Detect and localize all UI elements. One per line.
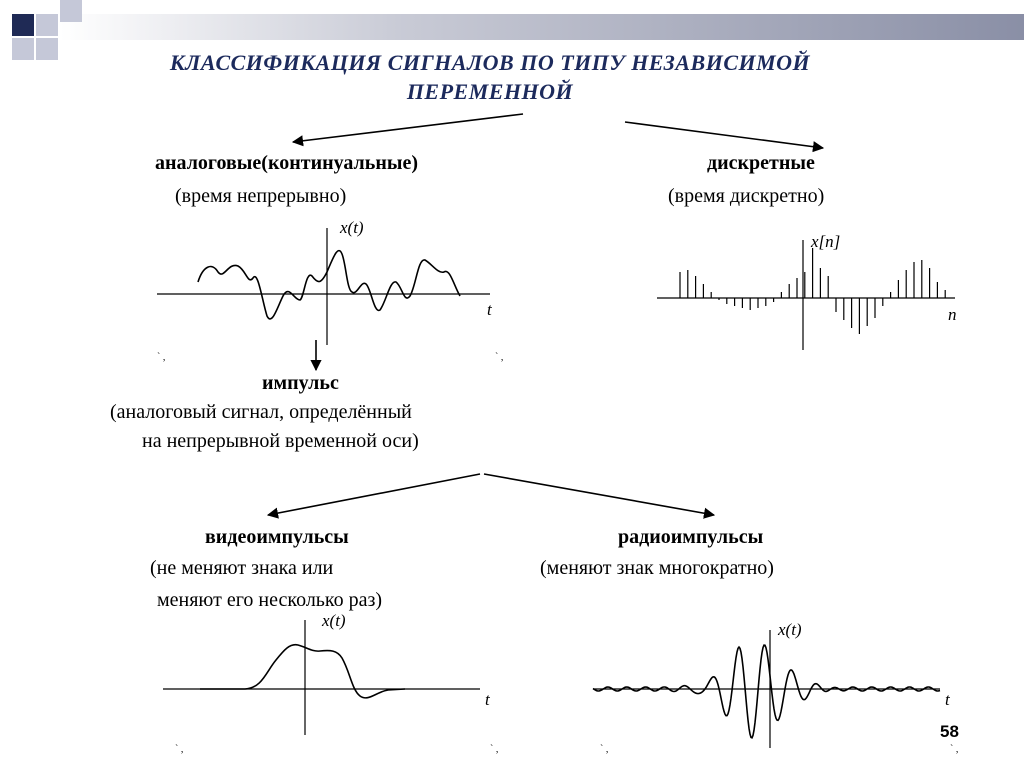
discrete-samples xyxy=(680,248,945,334)
artifact-mark: ` , xyxy=(495,352,504,363)
video-note-line2: меняют его несколько раз) xyxy=(157,589,383,611)
arrow-to-radio xyxy=(484,474,714,515)
analog-note: (время непрерывно) xyxy=(175,185,347,207)
discrete-label: дискретные xyxy=(707,152,815,174)
video-label: видеоимпульсы xyxy=(205,526,349,548)
video-x-label: t xyxy=(485,690,490,709)
analog-y-label: x(t) xyxy=(340,218,364,237)
radio-x-label: t xyxy=(945,690,950,709)
artifact-mark: ` , xyxy=(157,352,166,363)
radio-label: радиоимпульсы xyxy=(618,526,764,548)
video-pulse-plot xyxy=(163,620,480,735)
page-number: 58 xyxy=(940,722,959,741)
impulse-note-line2: на непрерывной временной оси) xyxy=(142,430,419,452)
arrow-to-discrete xyxy=(625,122,823,148)
discrete-y-label: x[n] xyxy=(811,232,841,251)
slide-title-line2: ПЕРЕМЕННОЙ xyxy=(406,79,574,104)
analog-label: аналоговые(континуальные) xyxy=(155,152,418,174)
video-note-line1: (не меняют знака или xyxy=(150,557,334,579)
radio-pulse-curve xyxy=(593,645,940,738)
video-y-label: x(t) xyxy=(322,611,346,630)
video-pulse-curve xyxy=(200,645,405,698)
slide-title-line1: КЛАССИФИКАЦИЯ СИГНАЛОВ ПО ТИПУ НЕЗАВИСИМОЙ xyxy=(169,50,811,75)
artifact-mark: ` , xyxy=(175,744,184,755)
arrow-to-video xyxy=(268,474,480,515)
artifact-mark: ` , xyxy=(950,744,959,755)
analog-x-label: t xyxy=(487,300,492,319)
analog-plot xyxy=(157,228,490,345)
artifact-mark: ` , xyxy=(600,744,609,755)
impulse-label: импульс xyxy=(262,372,339,394)
analog-signal-curve xyxy=(198,251,460,319)
discrete-note: (время дискретно) xyxy=(668,185,825,207)
artifact-mark: ` , xyxy=(490,744,499,755)
arrow-to-analog xyxy=(293,114,523,142)
radio-pulse-plot xyxy=(593,630,940,748)
discrete-x-label: n xyxy=(948,305,957,324)
radio-y-label: x(t) xyxy=(778,620,802,639)
radio-note: (меняют знак многократно) xyxy=(540,557,774,579)
impulse-note-line1: (аналоговый сигнал, определённый xyxy=(110,401,412,423)
discrete-plot xyxy=(657,240,955,350)
